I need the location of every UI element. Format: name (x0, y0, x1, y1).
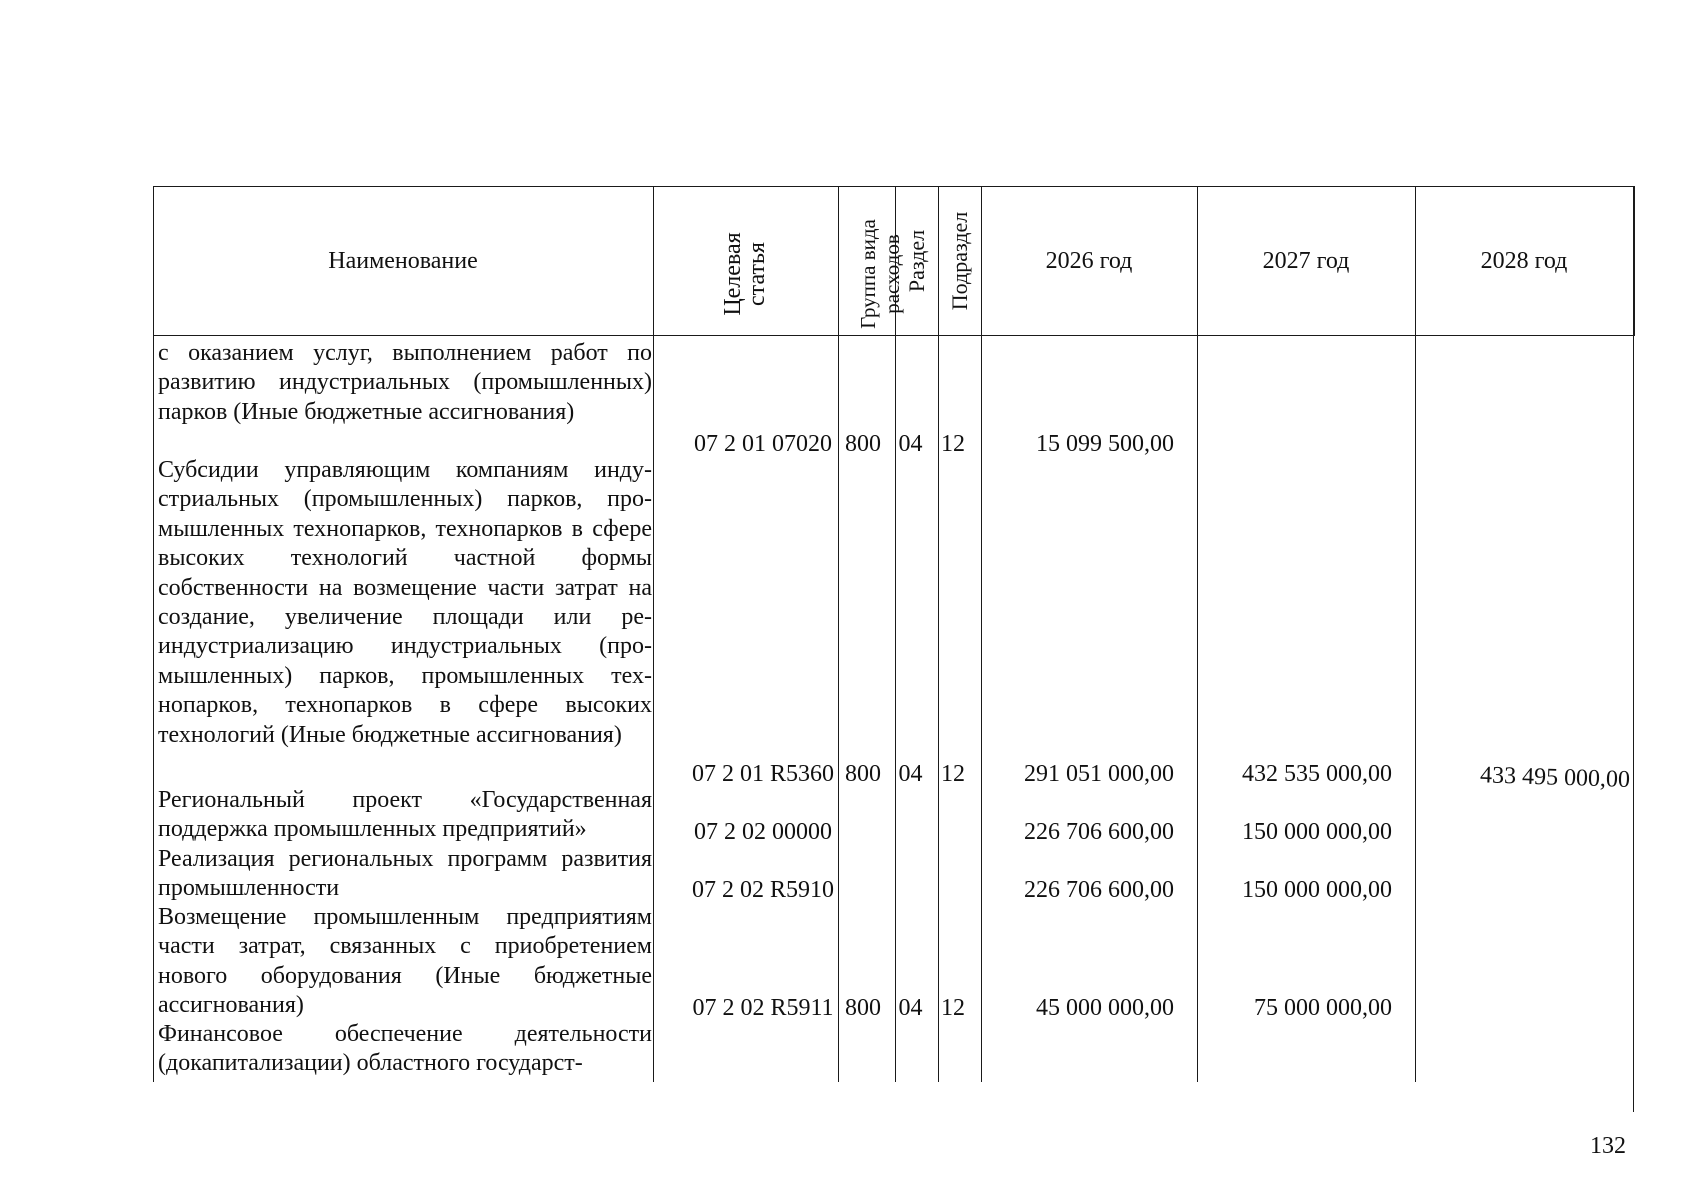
header-section: Раздел (904, 229, 929, 293)
row-2-name: Субсидии управляющим компаниям индустриальных (промышленных) парков, промышленных технопарков, технопарков в сфере высоких технологий частной формы собственности на возмещение части затрат на создание, увеличение площади или реиндустриализацию индустриальных (промышленных) парков, промышленных технопарков, технопарков в сфере высоких технологий (Иные бюджетные ассигнования) (158, 457, 652, 748)
table-row-name (158, 456, 652, 750)
row-1-section: 04 (898, 431, 923, 457)
header-name (153, 186, 653, 336)
row-5-2027: 75 000 000,00 (1254, 995, 1392, 1021)
header-2027 (1197, 186, 1415, 336)
table-row-name (158, 845, 652, 904)
header-2026-label: 2026 год (1045, 247, 1133, 274)
row-2-2028: 433 495 000,00 (1479, 762, 1631, 793)
row-5-subsection: 12 (941, 995, 965, 1021)
row-4-code: 07 2 02 R5910 (691, 877, 834, 903)
header-target-article: Целевая статья (720, 232, 770, 316)
row-2-2027: 432 535 000,00 (1242, 761, 1392, 787)
table-row-name (158, 903, 652, 1021)
row-1-group: 800 (845, 431, 881, 457)
row-1-2026: 15 099 500,00 (1036, 431, 1174, 457)
row-3-2026: 226 706 600,00 (1024, 819, 1174, 845)
row-6-name: Финансовое обеспечение деятельности (докапитализации) областного государст- (158, 1021, 652, 1077)
table-row-name (158, 339, 652, 427)
row-1-subsection: 12 (941, 431, 965, 457)
header-2028 (1415, 186, 1633, 336)
col-divider-name (653, 186, 654, 1082)
table-row-name (158, 786, 652, 845)
row-3-code: 07 2 02 00000 (694, 819, 832, 845)
budget-table (153, 186, 1635, 1086)
page-number: 132 (1590, 1133, 1626, 1159)
row-2-2026: 291 051 000,00 (1024, 761, 1174, 787)
header-subsection: Подраздел (947, 211, 972, 311)
header-name-label: Наименование (328, 247, 478, 274)
row-1-name: с оказанием услуг, выполнением работ по развитию индустриальных (промышленных) парков (Иные бюджетные ассигнования) (158, 340, 652, 425)
header-expense-group: Группа вида расходов (856, 219, 904, 329)
row-2-subsection: 12 (941, 761, 965, 787)
row-5-name: Возмещение промышленным предприятиям части затрат, связанных с приобретением нового оборудования (Иные бюджетные ассигнования) (158, 904, 652, 1019)
header-2026 (981, 186, 1197, 336)
row-4-2026: 226 706 600,00 (1024, 877, 1174, 903)
row-4-2027: 150 000 000,00 (1242, 877, 1392, 903)
row-5-code: 07 2 02 R5911 (692, 995, 834, 1021)
row-4-name: Реализация региональных программ развития промышленности (158, 846, 652, 902)
header-2028-label: 2028 год (1480, 247, 1568, 274)
row-3-name: Региональный проект «Государственная поддержка промышленных предприятий» (158, 787, 652, 843)
col-divider-code (838, 186, 839, 1082)
row-2-code: 07 2 01 R5360 (691, 761, 834, 787)
row-1-code: 07 2 01 07020 (694, 431, 832, 457)
row-3-2027: 150 000 000,00 (1242, 819, 1392, 845)
row-5-2026: 45 000 000,00 (1036, 995, 1174, 1021)
col-divider-2028 (1633, 186, 1634, 1112)
col-divider-section (938, 186, 939, 1082)
row-2-group: 800 (845, 761, 881, 787)
row-5-group: 800 (845, 995, 881, 1021)
table-row-name (158, 1020, 652, 1079)
row-5-section: 04 (898, 995, 923, 1021)
header-2027-label: 2027 год (1262, 247, 1350, 274)
row-2-section: 04 (898, 761, 923, 787)
